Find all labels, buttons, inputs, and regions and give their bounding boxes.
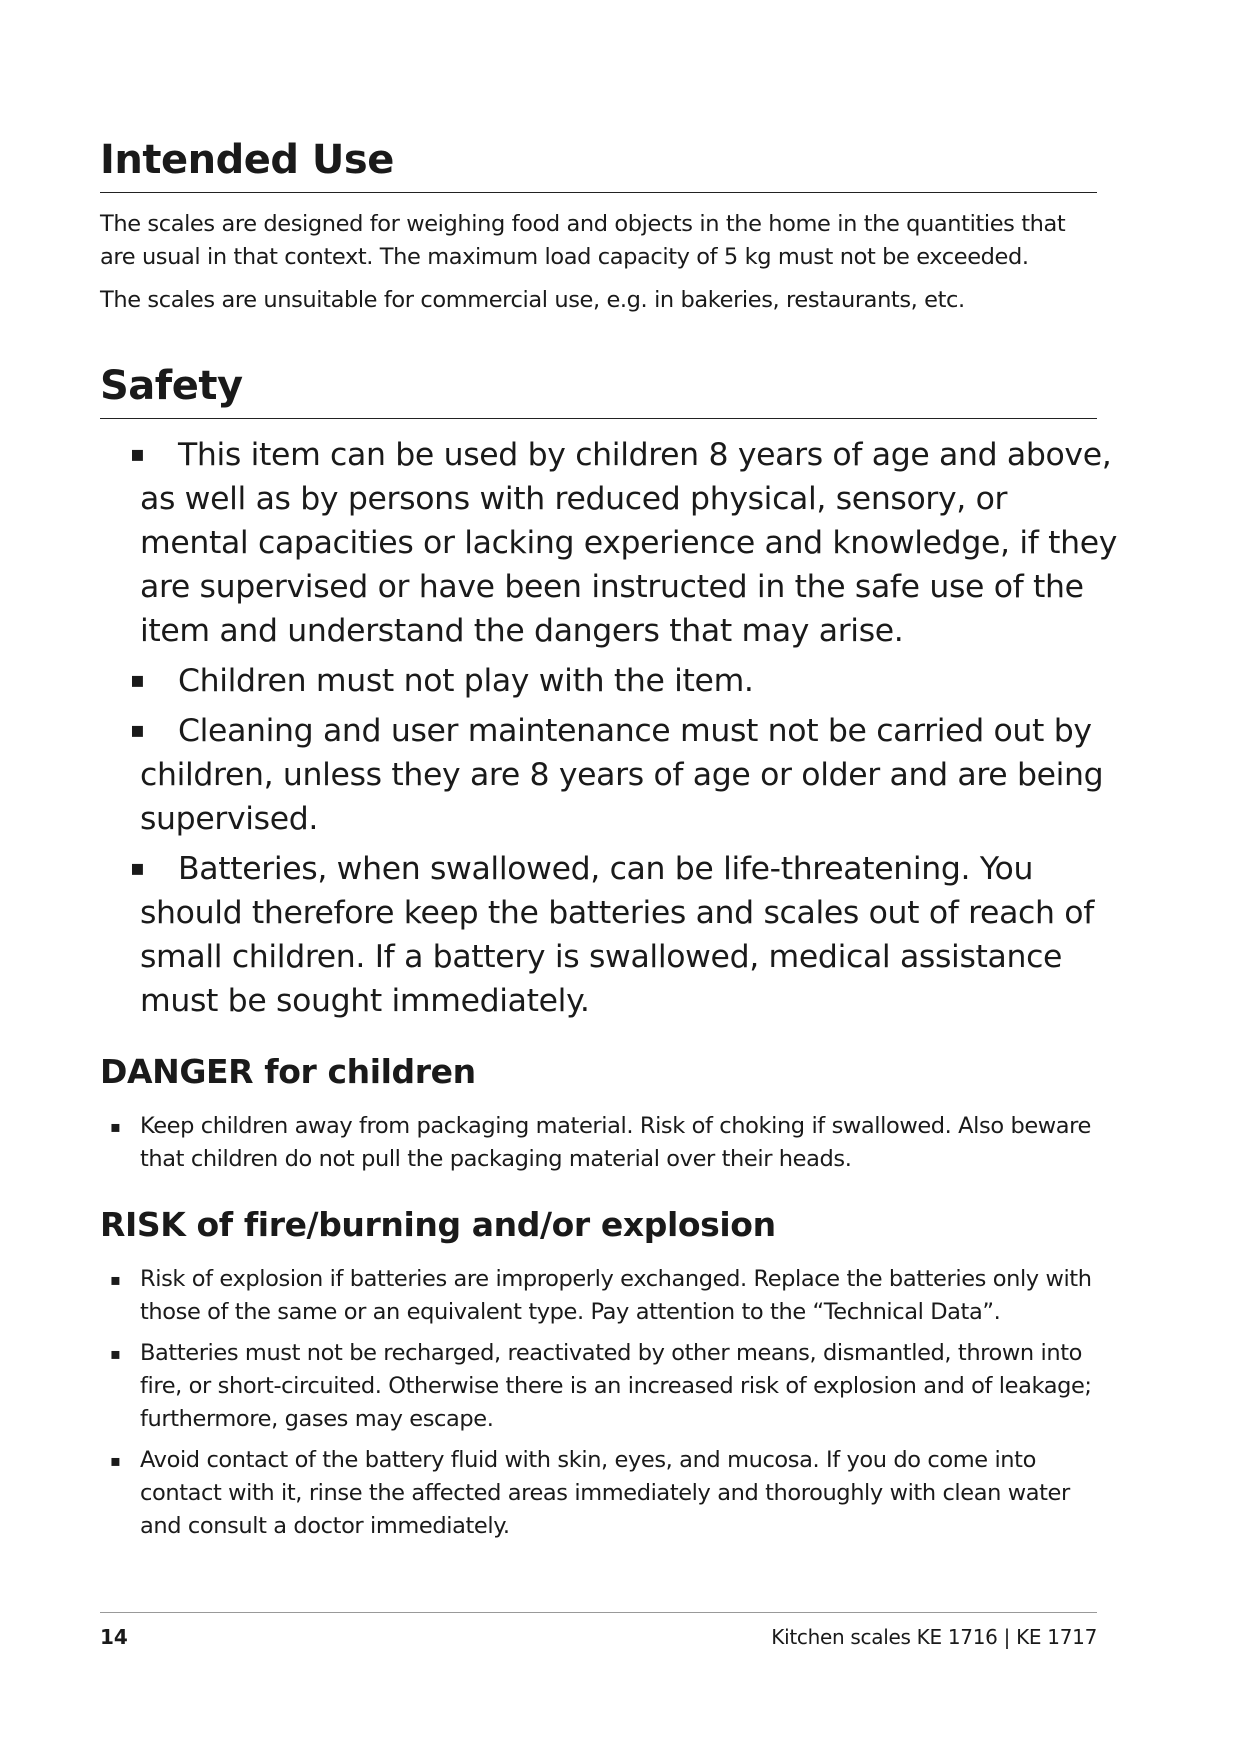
bullet-icon: ▪	[130, 718, 145, 743]
bullet-icon: ▪	[110, 1270, 121, 1289]
danger-item-text: Keep children away from packaging material. Risk of choking if swallowed. Also beware that children do not pull the packaging material over their heads.	[140, 1113, 1091, 1172]
safety-item-text: Children must not play with the item.	[178, 663, 754, 699]
risk-list	[100, 1263, 1100, 1551]
safety-item	[100, 433, 1120, 653]
bullet-icon: ▪	[110, 1117, 121, 1136]
manual-page	[100, 0, 1118, 1754]
safety-item-text: This item can be used by children 8 years of age and above, as well as by persons with reduced physical, sensory, or mental capacities or lacking experience and knowledge, if they are supervised or have been instructed in the safe use of the item and understand the dangers that may arise.	[140, 437, 1118, 649]
footer-title: Kitchen scales KE 1716 | KE 1717	[771, 1625, 1097, 1649]
bullet-icon: ▪	[110, 1344, 121, 1363]
intended-use-paragraph-2: The scales are unsuitable for commercial use, e.g. in bakeries, restaurants, etc.	[100, 287, 965, 313]
risk-item	[100, 1444, 1100, 1543]
safety-item-text: Cleaning and user maintenance must not be carried out by children, unless they are 8 years of age or older and are being supervised.	[140, 713, 1104, 837]
intended-use-paragraph-1: The scales are designed for weighing food and objects in the home in the quantities that are usual in that context. The maximum load capacity of 5 kg must not be exceeded.	[100, 211, 1066, 270]
risk-item	[100, 1263, 1100, 1329]
danger-heading: DANGER for children	[100, 1052, 476, 1091]
safety-heading: Safety	[100, 363, 243, 409]
bullet-icon: ▪	[130, 442, 145, 467]
footer-rule	[100, 1612, 1097, 1613]
risk-item-text: Batteries must not be recharged, reactivated by other means, dismantled, thrown into fire, or short-circuited. Otherwise there is an increased risk of explosion and of leakage; furthermore, gases may escape.	[140, 1340, 1092, 1432]
page-number: 14	[100, 1625, 128, 1649]
safety-list	[100, 433, 1120, 1029]
risk-item-text: Avoid contact of the battery fluid with skin, eyes, and mucosa. If you do come into contact with it, rinse the affected areas immediately and thoroughly with clean water and consult a doctor immediately.	[140, 1447, 1070, 1539]
intended-use-rule	[100, 192, 1097, 193]
risk-heading: RISK of fire/burning and/or explosion	[100, 1205, 776, 1244]
bullet-icon: ▪	[130, 856, 145, 881]
intended-use-heading: Intended Use	[100, 137, 394, 183]
safety-item-text: Batteries, when swallowed, can be life-threatening. You should therefore keep the batteries and scales out of reach of small children. If a battery is swallowed, medical assistance must be sought immediately.	[140, 851, 1094, 1019]
bullet-icon: ▪	[130, 668, 145, 693]
safety-item	[100, 709, 1120, 841]
risk-item-text: Risk of explosion if batteries are improperly exchanged. Replace the batteries only with those of the same or an equivalent type. Pay attention to the “Technical Data”.	[140, 1266, 1092, 1325]
risk-item	[100, 1337, 1100, 1436]
danger-item	[100, 1110, 1100, 1176]
safety-rule	[100, 418, 1097, 419]
safety-item	[100, 659, 1120, 703]
safety-item	[100, 847, 1120, 1023]
danger-list	[100, 1110, 1100, 1184]
bullet-icon: ▪	[110, 1451, 121, 1470]
